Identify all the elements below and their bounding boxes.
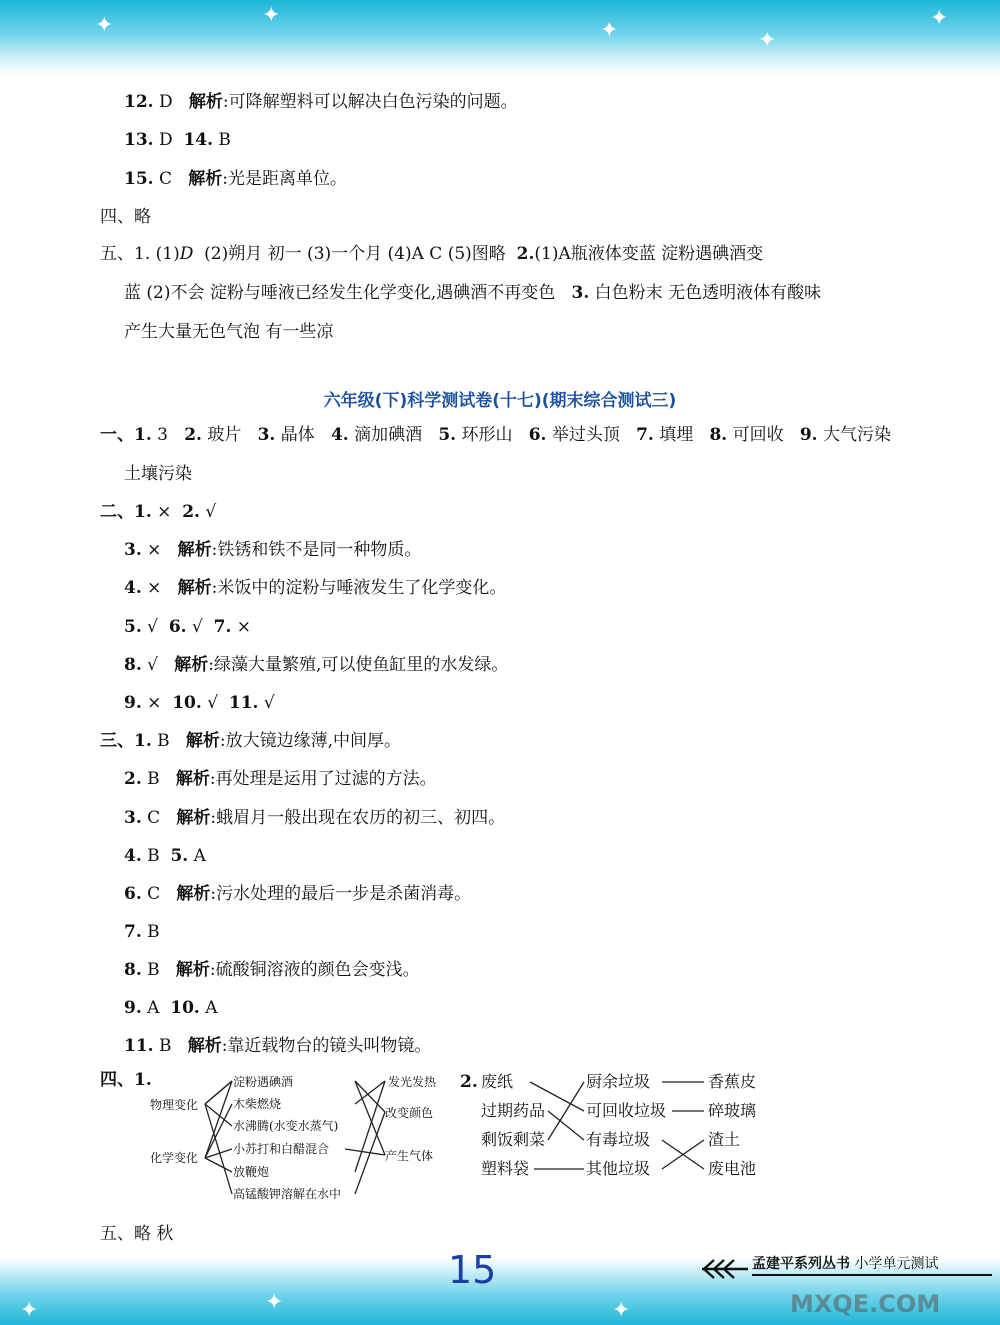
sparkle-icon: ✦ <box>930 6 949 31</box>
section-5-line-3: 产生大量无色气泡 有一些凉 <box>124 322 334 342</box>
answer-row-12: 12. D 解析:可降解塑料可以解决白色污染的问题。 <box>124 92 518 112</box>
part-3-row-2: 2. B 解析:再处理是运用了过滤的方法。 <box>124 769 437 789</box>
diagram-1-mid-item: 小苏打和白醋混合 <box>233 1142 330 1156</box>
diagram-1-mid-item: 水沸腾(水变水蒸气) <box>233 1119 339 1133</box>
sparkle-icon: ✦ <box>758 28 777 53</box>
diagram-2-mid-item: 厨余垃圾 <box>586 1072 651 1091</box>
diagram-2-left-item: 废纸 <box>481 1072 514 1091</box>
part-2-row-8: 8. √ 解析:绿藻大量繁殖,可以使鱼缸里的水发绿。 <box>124 655 509 675</box>
section-5-line-2: 蓝 (2)不会 淀粉与唾液已经发生化学变化,遇碘酒不再变色 3. 白色粉末 无色透明液体有酸味 <box>124 283 822 303</box>
part-3-row-8: 8. B 解析:硫酸铜溶液的颜色会变浅。 <box>124 960 420 980</box>
diagram-1-right-item: 产生气体 <box>385 1149 434 1163</box>
diagram-2-left-item: 剩饭剩菜 <box>481 1130 546 1149</box>
part-2-row-3: 3. × 解析:铁锈和铁不是同一种物质。 <box>124 540 422 560</box>
diagram-1-right-item: 发光发热 <box>388 1075 437 1089</box>
part-3-row-7: 7. B <box>124 922 160 942</box>
section-title: 六年级(下)科学测试卷(十七)(期末综合测试三) <box>323 391 677 411</box>
part-2-row-5: 5. √ 6. √ 7. × <box>124 617 252 637</box>
part-3-row-3: 3. C 解析:蛾眉月一般出现在农历的初三、初四。 <box>124 808 506 828</box>
diagram-2-right-item: 香蕉皮 <box>708 1072 757 1091</box>
diagram-1-mid-item: 高锰酸钾溶解在水中 <box>233 1187 342 1201</box>
part-3-row-6: 6. C 解析:污水处理的最后一步是杀菌消毒。 <box>124 884 472 904</box>
section-4-prev: 四、略 <box>100 207 151 227</box>
part-2-row-1: 二、1. × 2. √ <box>100 502 217 522</box>
answer-row-13: 13. D 14. B <box>124 130 231 150</box>
sparkle-icon: ✦ <box>20 1298 39 1323</box>
diagram-1-right-item: 改变颜色 <box>385 1106 434 1120</box>
part-3-row-11: 11. B 解析:靠近载物台的镜头叫物镜。 <box>124 1036 432 1056</box>
part-3-row-4: 4. B 5. A <box>124 846 206 866</box>
diagram-1-mid-item: 放鞭炮 <box>233 1165 270 1179</box>
arrow-icon <box>700 1258 750 1280</box>
diagram-2-left-item: 过期药品 <box>481 1101 546 1120</box>
part-2-row-9: 9. × 10. √ 11. √ <box>124 693 275 713</box>
diagram-1-mid-item: 木柴燃烧 <box>233 1097 282 1111</box>
diagram-1-mid-item: 淀粉遇碘酒 <box>233 1075 294 1089</box>
answer-row-15: 15. C 解析:光是距离单位。 <box>124 169 347 189</box>
diagram-1-left-item: 化学变化 <box>150 1151 199 1165</box>
sparkle-icon: ✦ <box>265 1290 284 1315</box>
sparkle-icon: ✦ <box>600 18 619 43</box>
handwritten-page-number: 15 <box>448 1248 497 1292</box>
diagram-2-number: 2. <box>460 1072 478 1092</box>
part-5-row: 五、略 秋 <box>100 1224 174 1244</box>
sparkle-icon: ✦ <box>262 3 281 28</box>
part-2-row-4: 4. × 解析:米饭中的淀粉与唾液发生了化学变化。 <box>124 578 507 598</box>
diagram-2-left-item: 塑料袋 <box>481 1159 530 1178</box>
sparkle-icon: ✦ <box>612 1298 631 1323</box>
part-1-line-2: 土壤污染 <box>124 464 192 484</box>
section-5-line-1: 五、1. (1)D (2)朔月 初一 (3)一个月 (4)A C (5)图略 2.(1)A瓶液体变蓝 淀粉遇碘酒变 <box>100 244 764 264</box>
diagram-2-right-item: 渣土 <box>708 1130 741 1149</box>
diagram-2-mid-item: 其他垃圾 <box>586 1159 651 1178</box>
part-4-label: 四、1. <box>100 1070 152 1090</box>
footer-rule <box>752 1274 992 1276</box>
sparkle-icon: ✦ <box>95 13 114 38</box>
watermark: MXQE.COM <box>790 1290 941 1318</box>
diagram-2-mid-item: 可回收垃圾 <box>586 1101 667 1120</box>
part-3-row-9: 9. A 10. A <box>124 998 218 1018</box>
part-3-row-1: 三、1. B 解析:放大镜边缘薄,中间厚。 <box>100 731 402 751</box>
diagram-1-left-item: 物理变化 <box>150 1098 199 1112</box>
part-1-line-1: 一、1. 3 2. 玻片 3. 晶体 4. 滴加碘酒 5. 环形山 6. 举过头顶 7. 填埋 8. 可回收 9. 大气污染 <box>100 425 891 445</box>
diagram-2-right-item: 碎玻璃 <box>708 1101 757 1120</box>
series-name: 孟建平系列丛书 小学单元测试 <box>752 1256 939 1272</box>
diagram-2-right-item: 废电池 <box>708 1159 757 1178</box>
diagram-2-mid-item: 有毒垃圾 <box>586 1130 651 1149</box>
